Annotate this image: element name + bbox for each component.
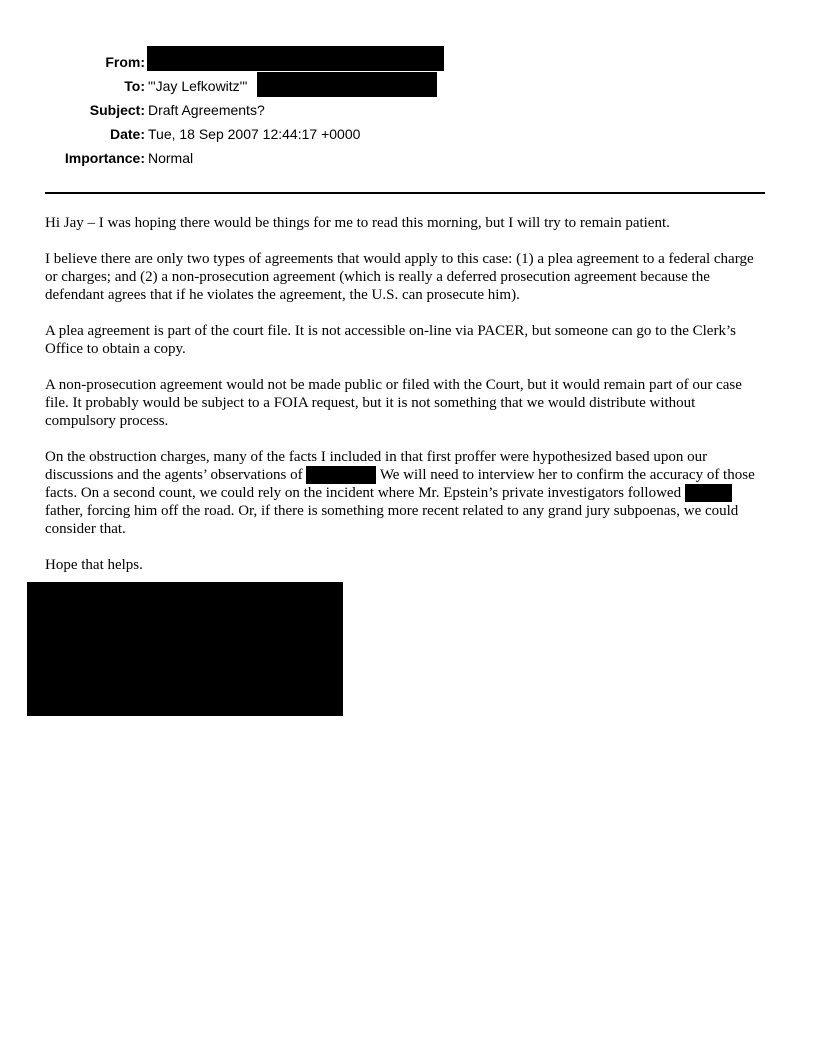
date-row bbox=[40, 123, 360, 145]
header-divider bbox=[45, 192, 765, 194]
from-row bbox=[40, 51, 145, 73]
to-row bbox=[40, 75, 247, 97]
paragraph-agreement-types: I believe there are only two types of agreements that would apply to this case: (1) a plea agreement to a federal charge or charges; and (2) a non-prosecution agreement (which is really a deferred prosecution agreement because the defendant agrees that if he violates the agreement, the U.S. can prosecute him). bbox=[45, 251, 754, 303]
paragraph-plea-agreement: A plea agreement is part of the court file. It is not accessible on-line via PACER, but someone can go to the Clerk’s Office to obtain a copy. bbox=[45, 323, 736, 357]
paragraph-closing: Hope that helps. bbox=[45, 557, 143, 573]
subject-value: Draft Agreements? bbox=[148, 102, 265, 118]
email-body bbox=[45, 214, 769, 592]
signature-redaction bbox=[27, 582, 343, 716]
paragraph-greeting: Hi Jay – I was hoping there would be things for me to read this morning, but I will try to remain patient. bbox=[45, 215, 670, 231]
subject-row bbox=[40, 99, 265, 121]
to-value: "'Jay Lefkowitz'" bbox=[148, 78, 248, 94]
paragraph-non-prosecution: A non-prosecution agreement would not be made public or filed with the Court, but it would remain part of our case file. It probably would be subject to a FOIA request, but it is not something that we would distribute without compulsory process. bbox=[45, 377, 742, 429]
importance-label: Importance: bbox=[64, 150, 145, 166]
date-value: Tue, 18 Sep 2007 12:44:17 +0000 bbox=[148, 126, 361, 142]
paragraph-obstruction bbox=[45, 448, 769, 538]
importance-row bbox=[40, 147, 193, 169]
obstruction-text-b: We will need to interview her to confirm the accuracy of those facts. On a second count, we could rely on the incident where Mr. Epstein’s private investigators followed bbox=[45, 467, 755, 501]
from-label: From: bbox=[105, 54, 145, 70]
obstruction-text-a: On the obstruction charges, many of the facts I included in that first proffer were hypothesized based upon our discussions and the agents’ observations of bbox=[45, 449, 708, 483]
subject-label: Subject: bbox=[89, 102, 145, 118]
importance-value: Normal bbox=[148, 150, 194, 166]
inline-redaction-1 bbox=[306, 466, 376, 484]
inline-redaction-2 bbox=[685, 484, 732, 502]
date-label: Date: bbox=[109, 126, 145, 142]
from-redaction bbox=[147, 46, 444, 71]
to-redaction bbox=[257, 72, 437, 97]
to-label: To: bbox=[124, 78, 145, 94]
obstruction-text-c: father, forcing him off the road. Or, if there is something more recent related to any grand jury subpoenas, we could consider that. bbox=[45, 503, 739, 537]
